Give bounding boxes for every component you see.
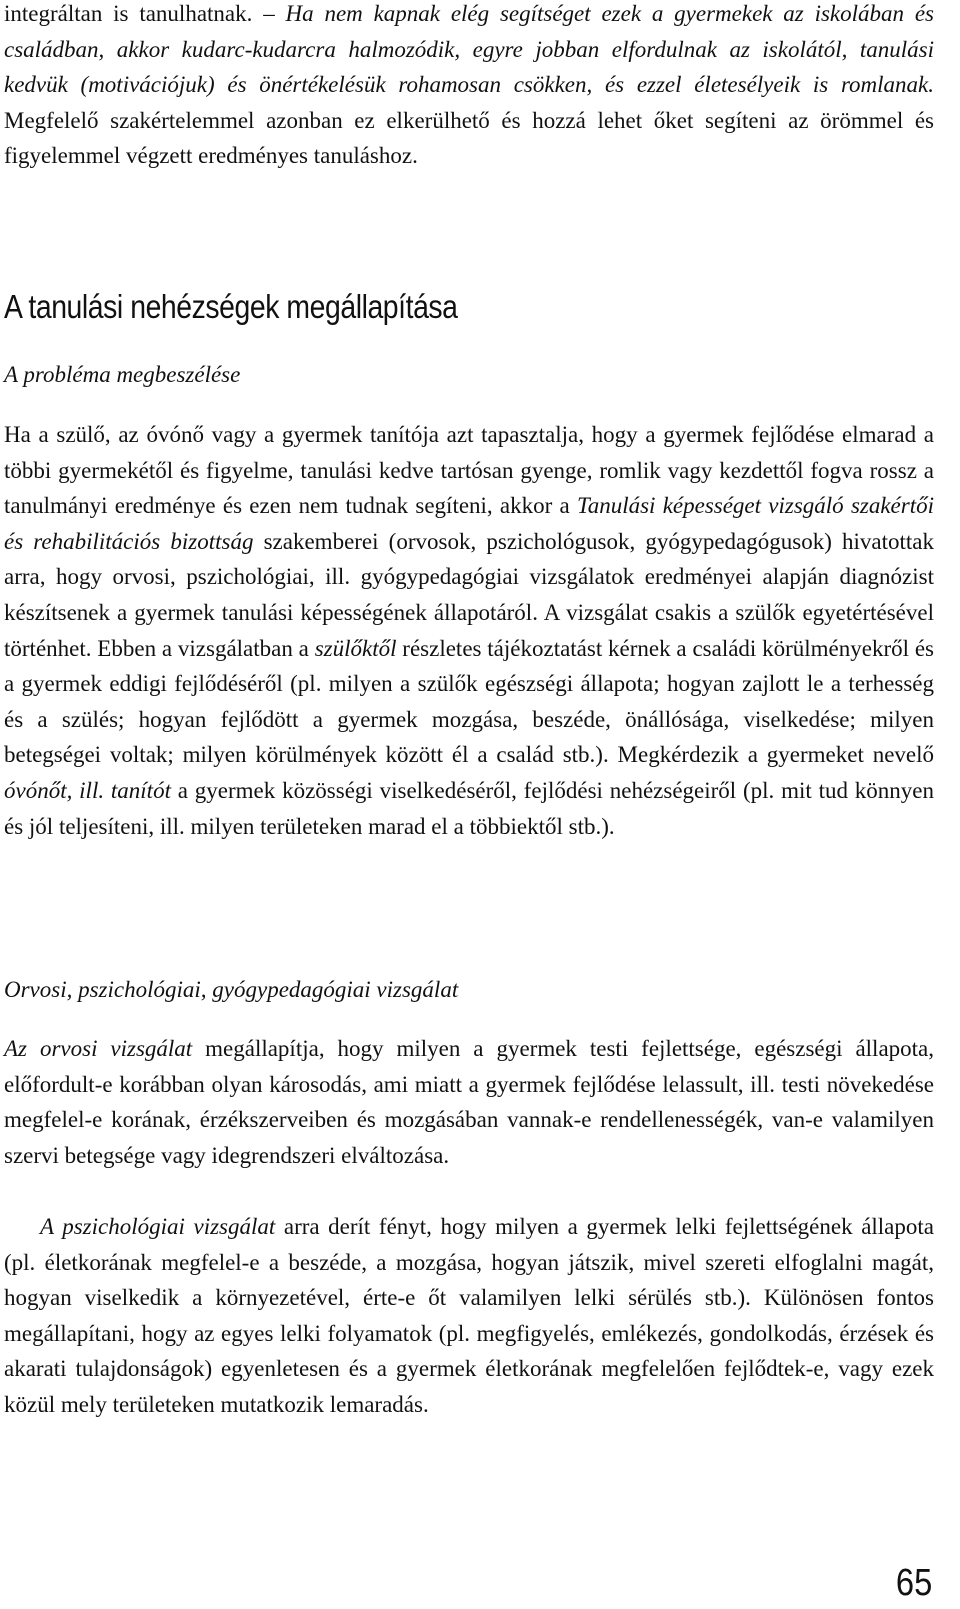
paragraph-intro <box>4 0 934 174</box>
paragraph-problem-italic-parents: szülőktől <box>314 635 397 661</box>
paragraph-psychological-text: arra derít fényt, hogy milyen a gyermek lelki fejlettségének állapota (pl. életkorának megfelel-e a beszéde, a mozgása, hogyan játszik, mivel szereti elfoglalni magát, hogyan viselkedik a környezetével, érte-e őt valamilyen lelki sérülés stb.). Különösen fontos megállapítani, hogy az egyes lelki folyamatok (pl. megfigyelés, emlékezés, gondolkodás, érzések és akarati tulajdonságok) egyenletesen és a gyermek életkorának megfelelően fejlődtek-e, vagy ezek közül mely területeken mutatkozik lemaradás. <box>4 1214 934 1417</box>
paragraph-intro-text1: integráltan is tanulhatnak. – <box>4 1 286 26</box>
subheading-examinations: Orvosi, pszichológiai, gyógypedagógiai vizsgálat <box>4 977 459 1002</box>
paragraph-psychological-exam <box>4 1209 934 1423</box>
paragraph-problem-italic-teachers: óvónőt, ill. tanítót <box>4 777 171 803</box>
paragraph-problem-text2: szakemberei (orvosok, pszichológusok, gyógypedagógusok) hivatottak arra, hogy orvosi, pszichológiai, ill. gyógypedagógiai vizsgálatok eredményei alapján diagnózist készítsenek a gyermek tanulási képességének állapotáról. A vizsgálat csakis a szülők egyetértésével történhet. Ebben a vizsgálatban a <box>4 528 934 661</box>
subheading-problem-discussion: A probléma megbeszélése <box>4 362 241 387</box>
paragraph-intro-text2: Megfelelő szakértelemmel azonban ez elkerülhető és hozzá lehet őket segíteni az örömmel és figyelemmel végzett eredményes tanuláshoz. <box>4 107 934 169</box>
section-heading: A tanulási nehézségek megállapítása <box>4 288 458 325</box>
paragraph-problem-italic-committee: Tanulási képességet vizsgáló szakértői és rehabilitációs bizottság <box>4 493 934 554</box>
page-number: 65 <box>895 1562 932 1604</box>
paragraph-problem-discussion <box>4 417 934 844</box>
paragraph-problem-text3: részletes tájékoztatást kérnek a családi körülményekről és a gyermek eddigi fejlődéséről (pl. milyen a szülők egészségi állapota; hogyan zajlott le a terhesség és a szülés; hogyan fejlődött a gyermek mozgása, beszéde, önállósága, viselkedése; milyen betegségei voltak; milyen körülmények között él a család stb.). Megkérdezik a gyermeket nevelő <box>4 635 934 768</box>
paragraph-medical-text: megállapítja, hogy milyen a gyermek testi fejlettsége, egészségi állapota, előfordult-e korábban olyan károsodás, ami miatt a gyermek fejlődése lelassult, ill. testi növekedése megfelel-e korának, érzékszerveiben és mozgásában vannak-e rendellenességék, van-e valamilyen szervi betegsége vagy idegrendszeri elváltozása. <box>4 1036 934 1168</box>
paragraph-psychological-italic: A pszichológiai vizsgálat <box>40 1214 276 1239</box>
paragraph-medical-italic: Az orvosi vizsgálat <box>4 1036 193 1061</box>
paragraph-intro-italic: Ha nem kapnak elég segítséget ezek a gyermekek az iskolában és családban, akkor kudarc-kudarcra halmozódik, egyre jobban elfordulnak az iskolától, tanulási kedvük (motivációjuk) és önértékelésük rohamosan csökken, és ezzel életesélyeik is romlanak. <box>4 1 934 98</box>
paragraph-problem-text1: Ha a szülő, az óvónő vagy a gyermek tanítója azt tapasztalja, hogy a gyermek fejlődése elmarad a többi gyermekétől és figyelme, tanulási kedve tartósan gyenge, romlik vagy kezdettől fogva rossz a tanulmányi eredménye és ezen nem tudnak segíteni, akkor a <box>4 422 934 519</box>
paragraph-problem-text4: a gyermek közösségi viselkedéséről, fejlődési nehézségeiről (pl. mit tud könnyen és jól teljesíteni, ill. milyen területeken marad el a többiektől stb.). <box>4 777 934 839</box>
paragraph-medical-exam <box>4 1031 934 1173</box>
